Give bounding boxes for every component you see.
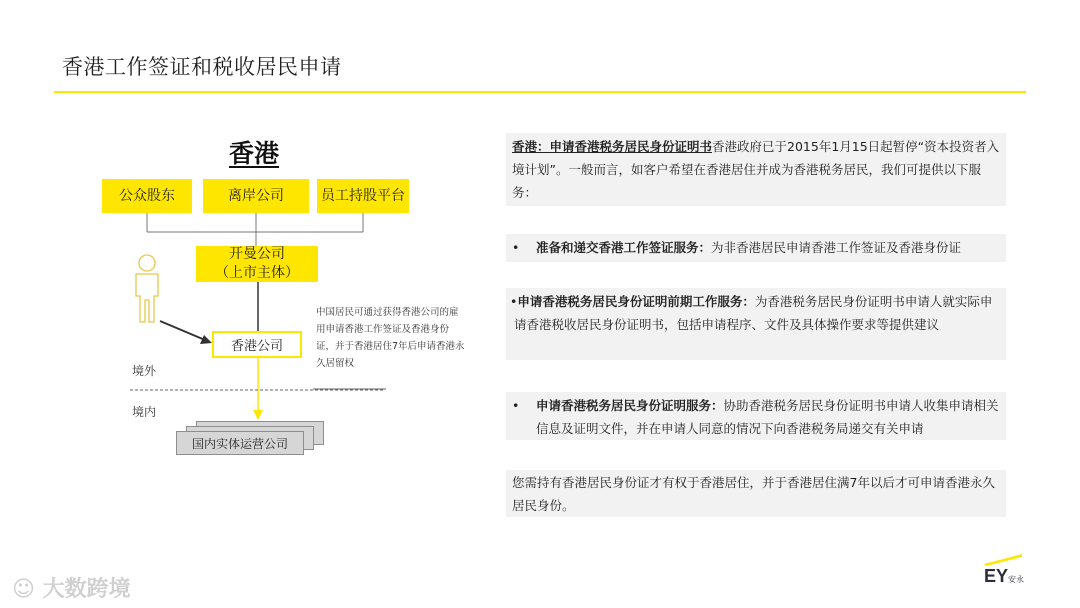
service2-text: 为香港税务居民身份证明书申请人就实际申请香港税收居民身份证明书，包括申请程序、文件及具体操作要求等提供建议 — [514, 294, 993, 332]
service1-bullet: • — [512, 240, 520, 255]
watermark-text: 大数跨境 — [42, 577, 131, 602]
ey-brand: EY — [984, 566, 1009, 586]
hk-company-box: 香港公司 — [212, 331, 302, 358]
service3-text: 协助香港税务居民身份证明书申请人收集申请相关信息及证明文件，并在申请人同意的情况下向香港税务局递交有关申请 — [536, 398, 999, 436]
person-icon — [128, 252, 168, 324]
service1-text: 为非香港居民申请香港工作签证及香港身份证 — [711, 240, 962, 255]
footer-block: 您需持有香港居民身份证才有权于香港居住，并于香港居住满7年以后才可申请香港永久居民身份。 — [506, 470, 1006, 517]
ey-beam-icon — [984, 552, 1024, 566]
service3-bullet: • — [512, 398, 520, 413]
public-shareholders-box: 公众股东 — [102, 179, 192, 213]
diagram-connectors — [0, 0, 560, 480]
hk-visa-note: 中国居民可通过获得香港公司的雇用申请香港工作签证及香港身份证，并于香港居住7年后申请香港永久居留权 — [316, 307, 465, 369]
intro-block — [506, 133, 1006, 206]
diagram-heading: 香港 — [229, 139, 280, 168]
offshore-company-box: 离岸公司 — [203, 179, 309, 213]
cayman-company-label: 开曼公司 — [229, 246, 285, 263]
service2-lead: 申请香港税务居民身份证明前期工作服务： — [517, 294, 755, 309]
cayman-company-box — [196, 246, 318, 282]
service3-block — [506, 392, 1006, 440]
service2-block — [506, 288, 1006, 360]
ey-cn: 安永 — [1008, 575, 1025, 584]
offshore-label: 境外 — [132, 364, 157, 378]
domestic-entity-box: 国内实体运营公司 — [176, 431, 304, 455]
service2-bullet: • — [510, 294, 518, 309]
listed-entity-label: （上市主体） — [215, 265, 299, 281]
slide-title: 香港工作签证和税收居民申请 — [62, 55, 342, 79]
intro-text: 香港政府已于2015年1月15日起暂停“资本投资者入境计划”。一般而言，如客户希望在香港居住并成为香港税务居民，我们可提供以下服务： — [512, 139, 1000, 200]
service3-lead: 申请香港税务居民身份证明服务： — [536, 398, 724, 413]
service1-lead: 准备和递交香港工作签证服务： — [536, 240, 712, 255]
service1-block — [506, 234, 1006, 262]
onshore-label: 境内 — [132, 405, 157, 419]
watermark-logo — [12, 572, 131, 603]
esop-platform-box: 员工持股平台 — [317, 179, 409, 213]
watermark-icon: ☺ — [12, 577, 43, 602]
intro-lead: 香港：申请香港税务居民身份证明书 — [512, 139, 713, 154]
